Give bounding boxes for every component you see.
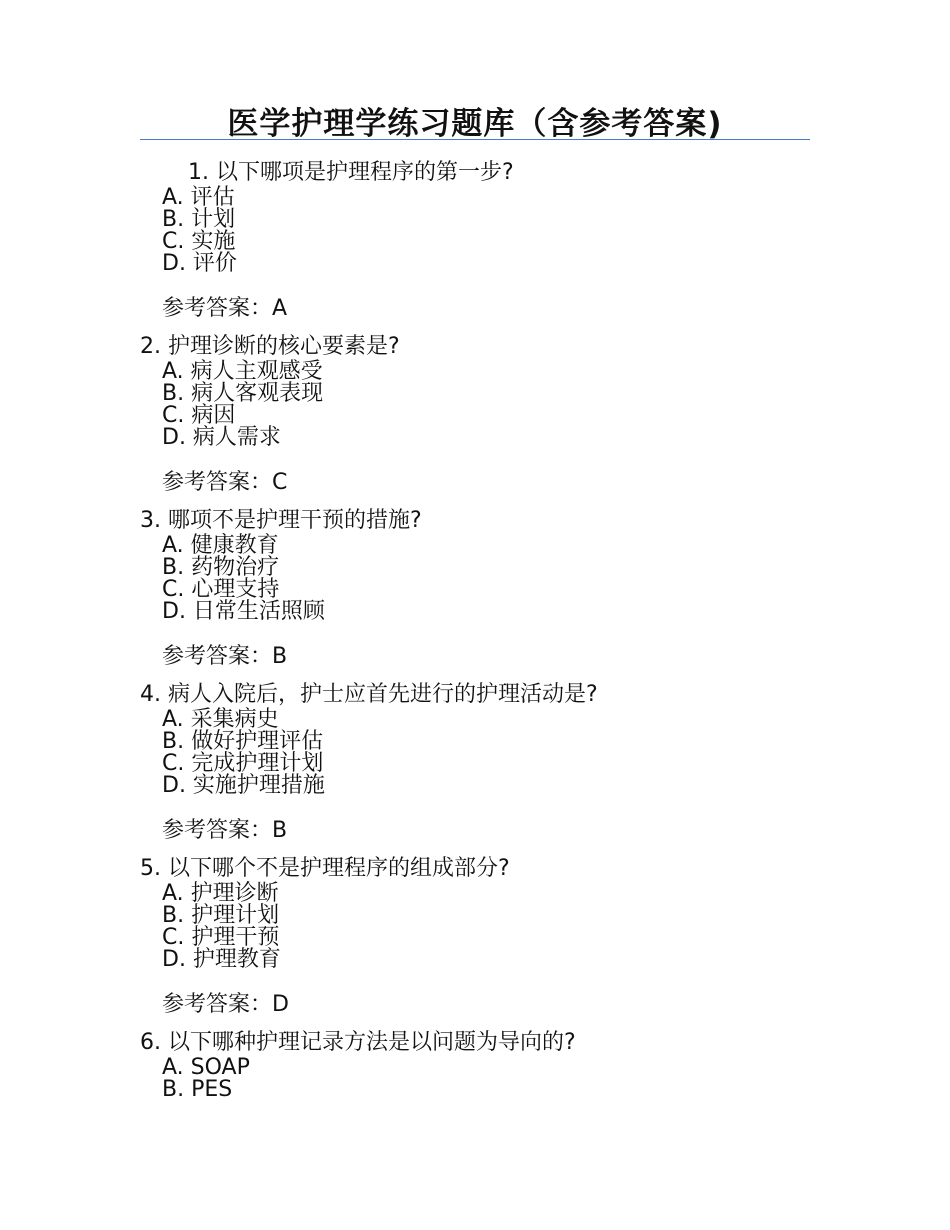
- option-c: C. 护理干预: [162, 925, 280, 950]
- option-b: B. 做好护理评估: [162, 729, 324, 754]
- option-a: A. 采集病史: [162, 707, 279, 732]
- answer-label: 参考答案：: [162, 470, 273, 495]
- option-a: A. 病人主观感受: [162, 359, 323, 384]
- answer-line: [162, 817, 840, 845]
- question-stem: 5. 以下哪个不是护理程序的组成部分?: [140, 856, 510, 881]
- answer-value: A: [272, 296, 288, 321]
- question-block-6: [140, 1029, 840, 1101]
- option-b: B. 药物治疗: [162, 555, 280, 580]
- option-b: B. 护理计划: [162, 903, 280, 928]
- question-block-4: [140, 681, 840, 845]
- question-stem: 6. 以下哪种护理记录方法是以问题为导向的?: [140, 1030, 576, 1055]
- answer-line: [162, 991, 840, 1019]
- option-c: C. 心理支持: [162, 577, 280, 602]
- answer-value: B: [272, 644, 288, 669]
- option-d: D. 护理教育: [162, 947, 281, 972]
- option-a: A. 护理诊断: [162, 881, 279, 906]
- option-d: D. 病人需求: [162, 425, 281, 450]
- question-stem: 4. 病人入院后，护士应首先进行的护理活动是?: [140, 682, 598, 707]
- option-c: C. 病因: [162, 403, 236, 428]
- question-block-1: [140, 159, 840, 323]
- option-d: D. 实施护理措施: [162, 773, 325, 798]
- option-d: D. 日常生活照顾: [162, 599, 325, 624]
- title-underline: [140, 139, 810, 140]
- answer-line: [162, 643, 840, 671]
- answer-label: 参考答案：: [162, 644, 273, 669]
- question-block-5: [140, 855, 840, 1019]
- answer-value: D: [272, 992, 289, 1017]
- answer-value: B: [272, 818, 288, 843]
- option-c: C. 完成护理计划: [162, 751, 324, 776]
- option-d: D. 评价: [162, 251, 237, 276]
- document-title: 医学护理学练习题库（含参考答案): [227, 106, 723, 142]
- answer-label: 参考答案：: [162, 992, 273, 1017]
- question-stem: 2. 护理诊断的核心要素是?: [140, 334, 400, 359]
- answer-label: 参考答案：: [162, 818, 273, 843]
- option-a: A. 评估: [162, 185, 235, 210]
- answer-value: C: [272, 470, 288, 495]
- answer-line: [162, 469, 840, 497]
- answer-label: 参考答案：: [162, 296, 273, 321]
- question-block-2: [140, 333, 840, 497]
- option-b: B. PES: [162, 1077, 233, 1102]
- option-a: A. 健康教育: [162, 533, 279, 558]
- option-c: C. 实施: [162, 229, 236, 254]
- option-a: A. SOAP: [162, 1055, 250, 1080]
- option-b: B. 计划: [162, 207, 236, 232]
- question-stem: 3. 哪项不是护理干预的措施?: [140, 508, 422, 533]
- question-stem: 1. 以下哪项是护理程序的第一步?: [188, 160, 514, 185]
- answer-line: [162, 295, 840, 323]
- question-block-3: [140, 507, 840, 671]
- option-b: B. 病人客观表现: [162, 381, 324, 406]
